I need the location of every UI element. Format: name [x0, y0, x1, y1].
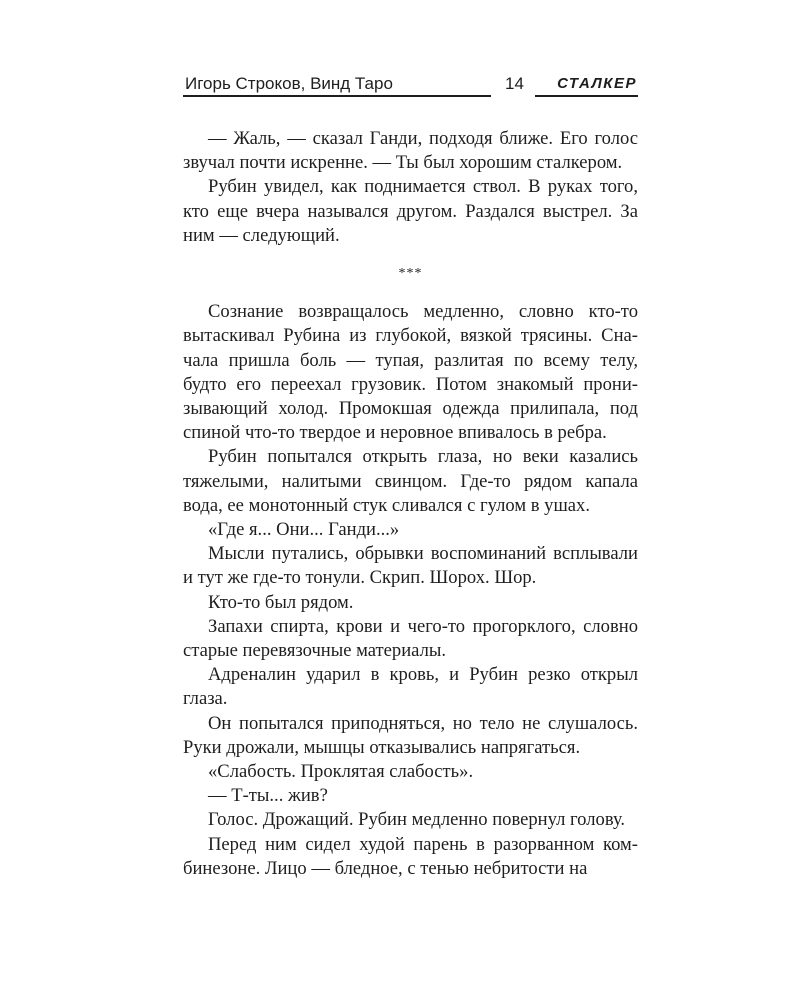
paragraph: — Жаль, — сказал Ганди, подходя ближе. Его голос звучал почти искренне. — Ты был хорошим сталкером. — [183, 128, 638, 174]
paragraph: «Где я... Они... Ганди...» — [208, 519, 400, 541]
header-authors: Игорь Строков, Винд Таро — [185, 74, 393, 93]
running-header — [183, 72, 638, 100]
paragraph: Запахи спирта, крови и чего-то прогорклого, словно старые перевязочные материалы. — [183, 615, 638, 662]
paragraph: Рубин увидел, как поднимается ствол. В руках того, кто еще вчера назывался другом. Раздался выстрел. За ним — следующий. — [183, 176, 638, 246]
body-text — [183, 127, 638, 881]
header-rule-left — [183, 95, 491, 97]
paragraph: Кто-то был рядом. — [208, 591, 354, 613]
paragraph: Голос. Дрожащий. Рубин медленно повернул голову. — [208, 809, 626, 831]
series-title: СТАЛКЕР — [557, 75, 637, 92]
paragraph: «Слабость. Проклятая слабость». — [208, 761, 474, 783]
paragraph: Он попытался приподняться, но тело не слушалось. Руки дрожали, мышцы отказывались напрягаться. — [183, 712, 638, 758]
section-separator: *** — [398, 266, 423, 282]
paragraph: Перед ним сидел худой парень в разорванном комбинезоне. Лицо — бледное, с тенью небритости на — [183, 833, 638, 879]
page-number: 14 — [505, 74, 524, 93]
paragraph: Сознание возвращалось медленно, словно кто-то вытаскивал Рубина из глубокой, вязкой трясины. Сначала пришла боль — тупая, разлитая по всему телу, будто его переехал грузовик. Потом знакомый пронизывающий холод. Промокшая одежда прилипала, под спиной что-то твердое и неровное впивалось в ребра. — [183, 301, 638, 444]
paragraph: — Т-ты... жив? — [208, 785, 328, 807]
paragraph: Адреналин ударил в кровь, и Рубин резко открыл глаза. — [183, 664, 638, 710]
paragraph: Мысли путались, обрывки воспоминаний всплывали и тут же где-то тонули. Скрип. Шорох. Шор. — [183, 543, 638, 589]
paragraph: Рубин попытался открыть глаза, но веки казались тяжелыми, налитыми свинцом. Где-то рядом капала вода, ее монотонный стук сливался с гулом в ушах. — [183, 446, 638, 516]
